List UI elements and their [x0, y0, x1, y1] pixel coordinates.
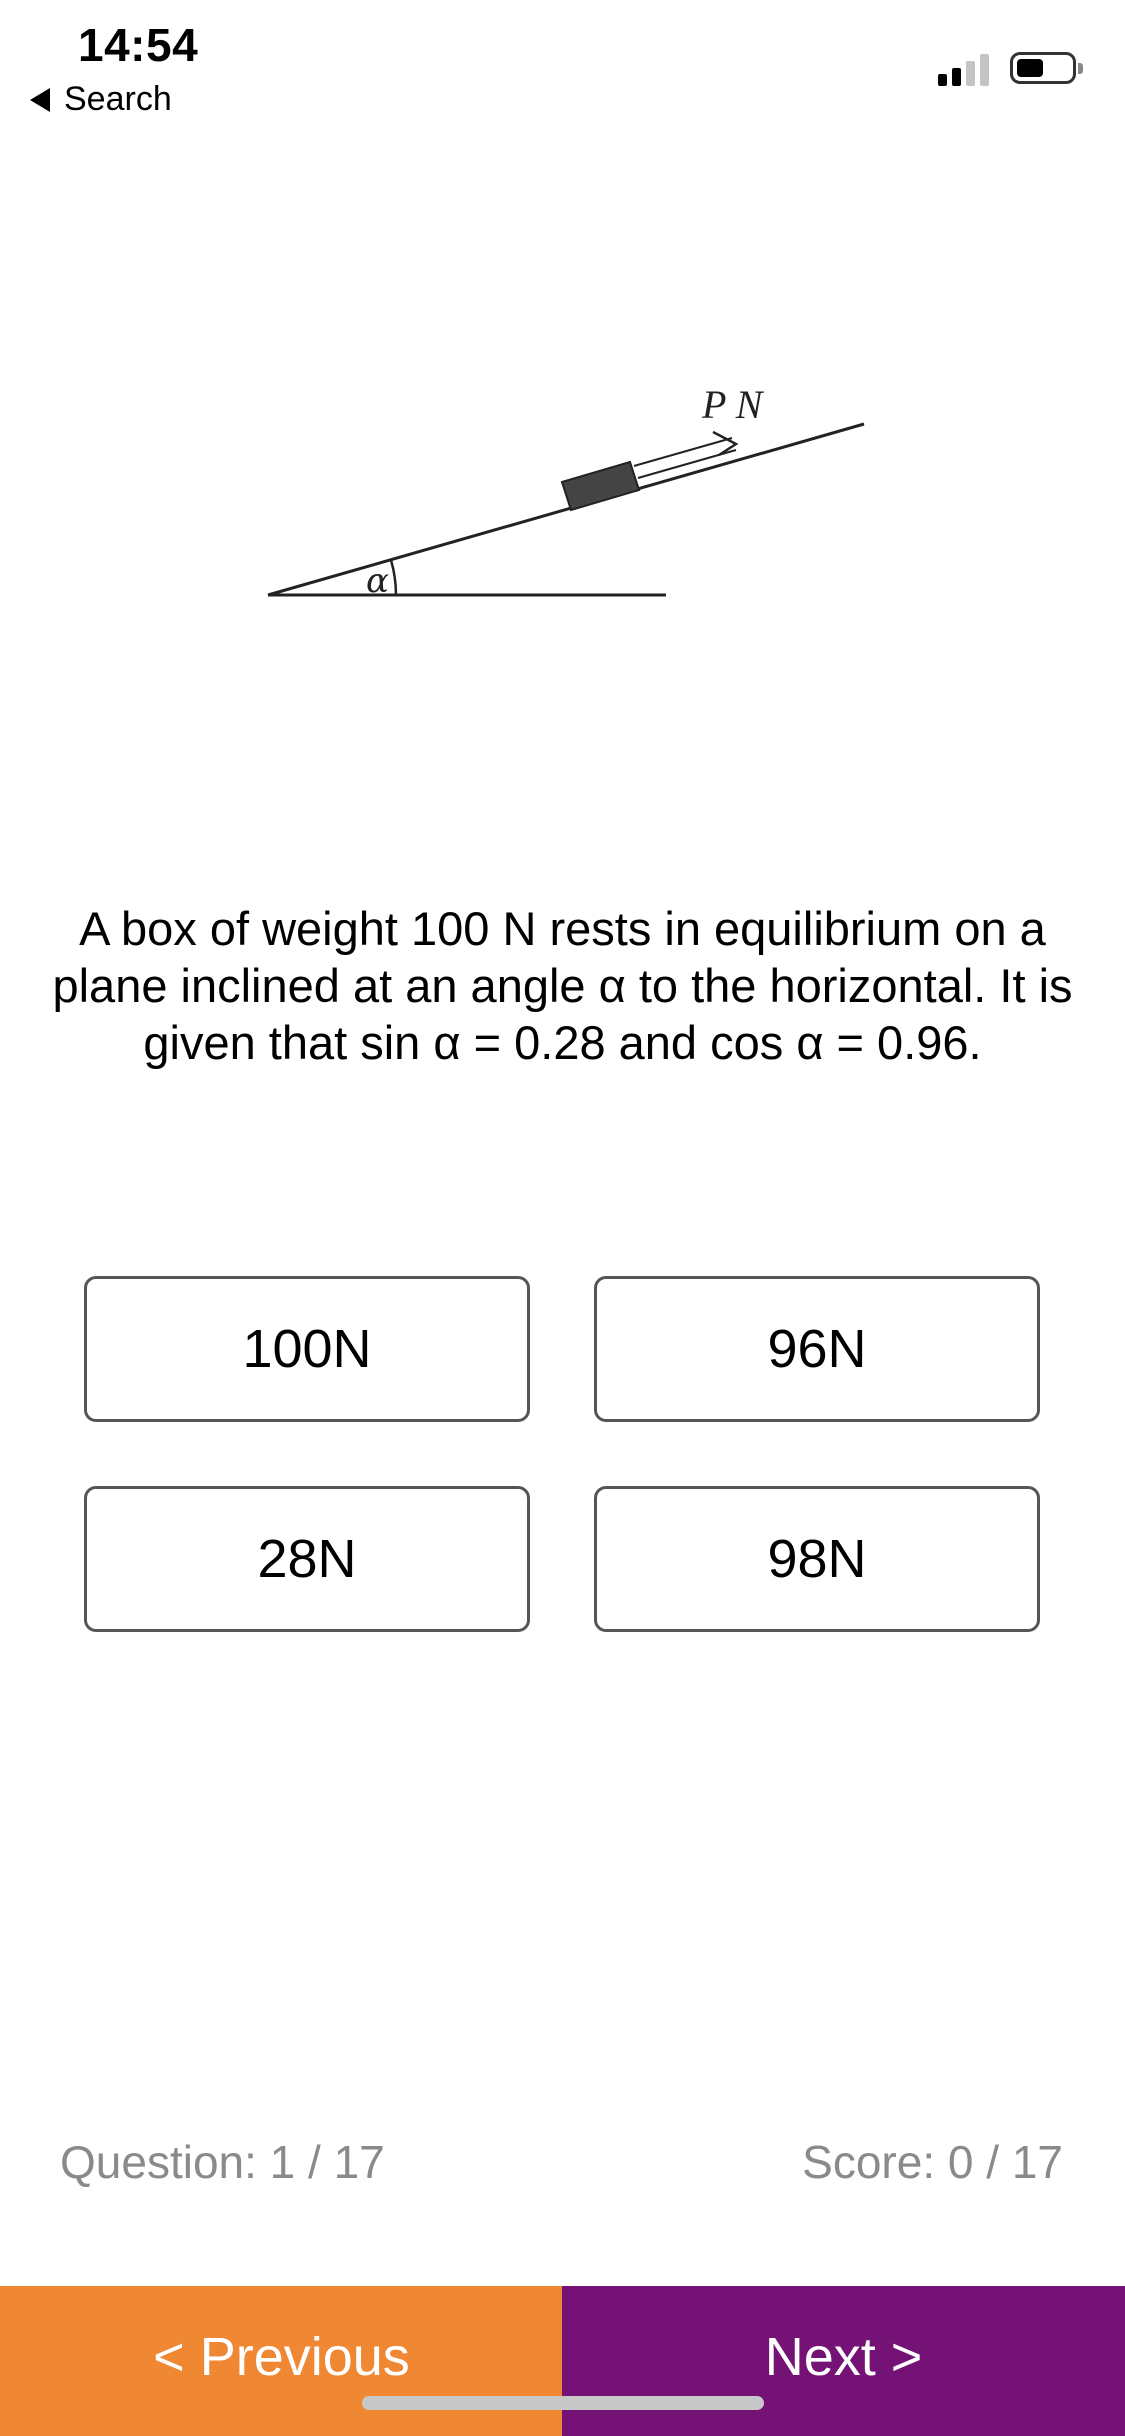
angle-label: α: [366, 561, 389, 601]
status-time: 14:54: [78, 19, 199, 71]
angle-arc: [391, 560, 396, 595]
force-label: P N: [702, 382, 763, 427]
answer-option-3[interactable]: 28N: [84, 1486, 530, 1632]
answer-option-4[interactable]: 98N: [594, 1486, 1040, 1632]
question-text: A box of weight 100 N rests in equilibrium on a plane inclined at an angle α to the horizontal. It is given that sin α = 0.28 and cos α = 0.96.: [52, 902, 1073, 1069]
incline-line: [268, 424, 864, 595]
previous-button[interactable]: < Previous: [0, 2286, 563, 2436]
inclined-plane-diagram: [0, 0, 1125, 700]
answer-option-2[interactable]: 96N: [594, 1276, 1040, 1422]
back-link-label: Search: [64, 80, 172, 118]
next-button[interactable]: Next >: [562, 2286, 1125, 2436]
box-shape: [562, 462, 639, 510]
force-arrow-shaft: [634, 438, 732, 466]
score-display: Score: 0 / 17: [802, 2136, 1063, 2188]
home-indicator[interactable]: [362, 2396, 764, 2410]
question-progress: Question: 1 / 17: [60, 2136, 385, 2188]
answer-option-1[interactable]: 100N: [84, 1276, 530, 1422]
